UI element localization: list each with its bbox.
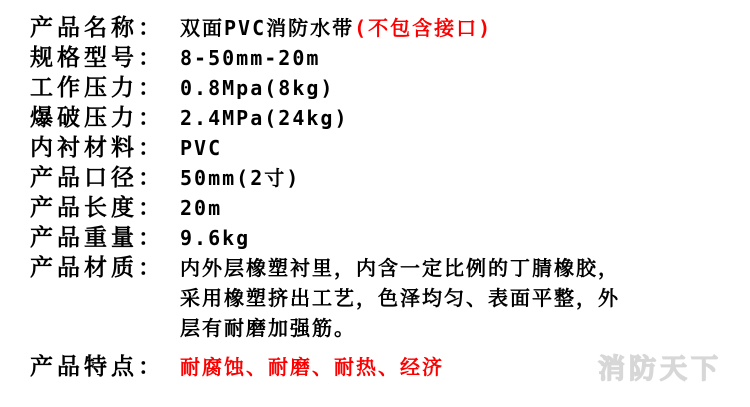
spec-value [180,13,492,43]
spec-row-burst-pressure [30,103,730,133]
spec-label: 产品材质： [30,255,165,281]
spec-label: 规格型号： [30,45,165,71]
spec-row-product-name [30,13,730,43]
product-name-note-red: (不包含接口) [354,16,493,40]
spec-value-paragraph [180,253,620,343]
spec-label: 产品名称： [30,15,165,41]
spec-list [30,13,730,382]
spec-row-diameter [30,163,730,193]
spec-value: 50mm(2寸) [180,166,301,190]
spec-value-features-red: 耐腐蚀、耐磨、耐热、经济 [180,355,444,379]
spec-row-lining-material [30,133,730,163]
spec-value: 8-50mm-20m [180,46,321,70]
spec-row-features [30,352,730,382]
spec-row-model [30,43,730,73]
material-line-2: 采用橡塑挤出工艺，色泽均匀、表面平整，外 [180,286,620,310]
spec-label: 产品重量： [30,225,165,251]
product-name-text: 双面PVC消防水带 [180,16,355,40]
spec-label: 产品长度： [30,195,165,221]
watermark-text: 消防天下 [598,354,722,385]
spec-value: PVC [180,136,223,160]
spec-label: 产品口径： [30,165,165,191]
spec-value: 9.6kg [180,226,251,250]
spec-value: 0.8Mpa(8kg) [180,76,335,100]
spec-label: 内衬材料： [30,135,165,161]
spec-row-working-pressure [30,73,730,103]
spec-label: 工作压力： [30,75,165,101]
spec-value: 20m [180,196,223,220]
spec-row-length [30,193,730,223]
spec-value: 2.4MPa(24kg) [180,106,349,130]
spec-label: 爆破压力： [30,105,165,131]
material-line-3: 层有耐磨加强筋。 [180,316,356,340]
material-line-1: 内外层橡塑衬里，内含一定比例的丁腈橡胶， [180,256,620,280]
spec-row-weight [30,223,730,253]
spec-label: 产品特点： [30,354,165,380]
spec-row-material-description [30,253,730,343]
